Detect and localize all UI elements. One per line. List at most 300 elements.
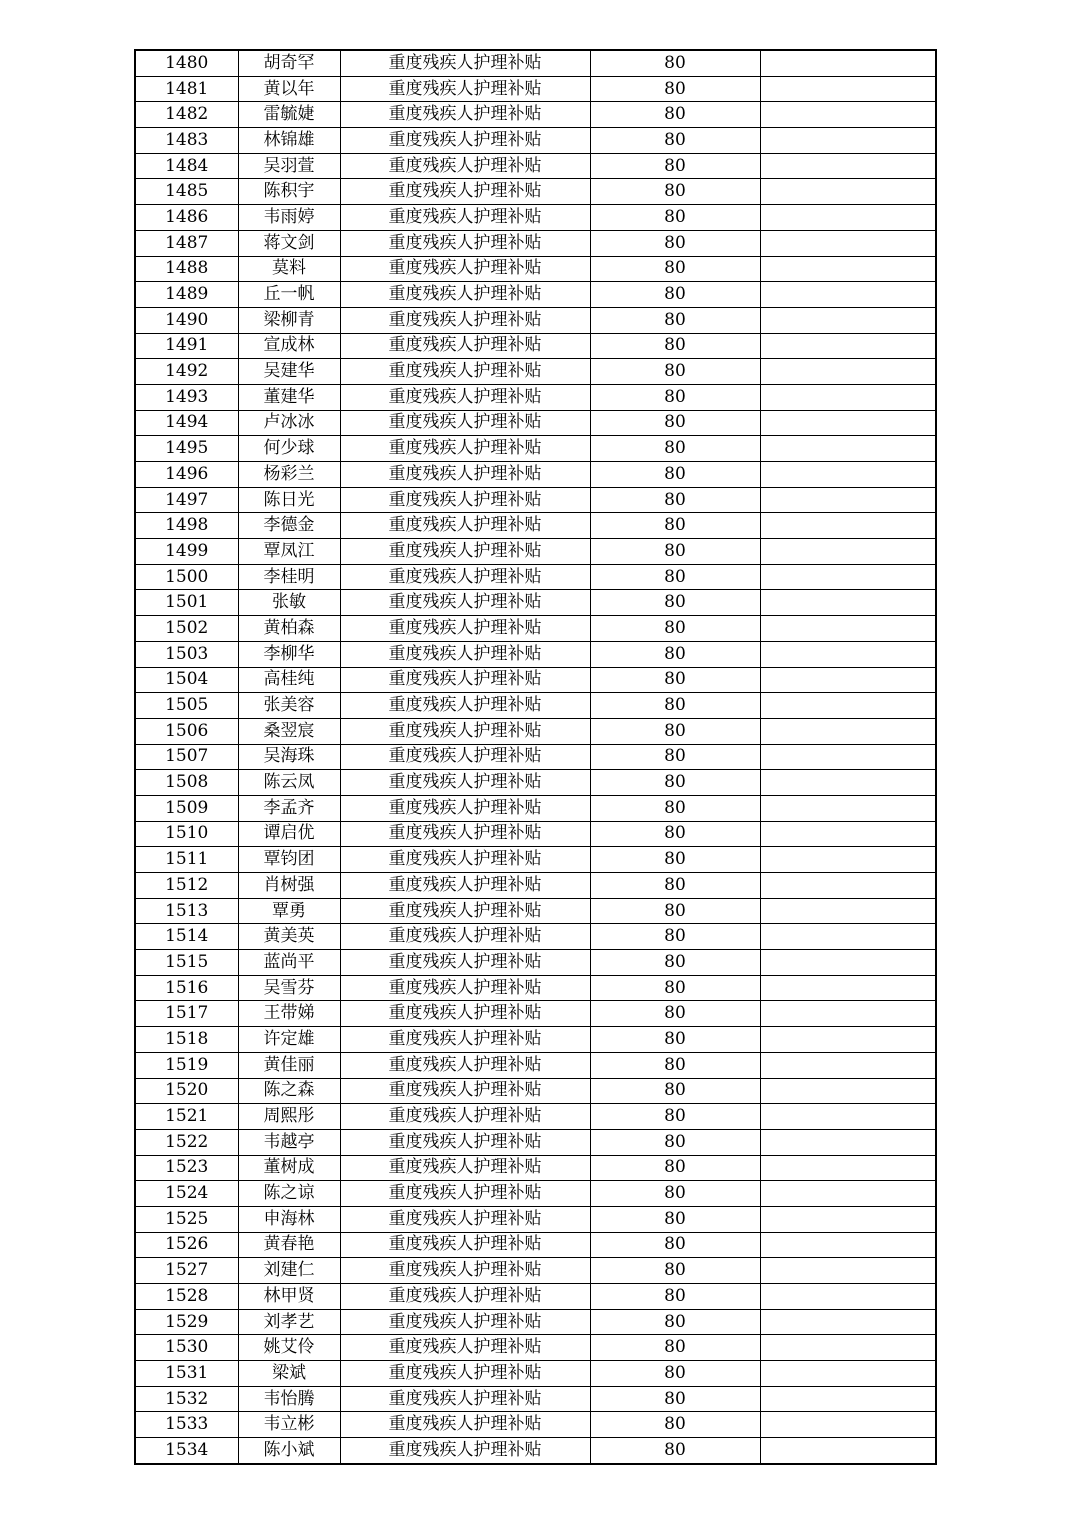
remarks-cell bbox=[760, 950, 936, 976]
recipient-name-cell: 姚艾伶 bbox=[238, 1335, 340, 1361]
recipient-name-cell: 刘孝艺 bbox=[238, 1309, 340, 1335]
table-row bbox=[135, 950, 936, 976]
recipient-name-cell: 胡奇罕 bbox=[238, 50, 340, 76]
subsidy-type-cell: 重度残疾人护理补贴 bbox=[340, 667, 590, 693]
table-row bbox=[135, 1206, 936, 1232]
row-number-cell: 1488 bbox=[135, 256, 238, 282]
recipient-name-cell: 韦怡腾 bbox=[238, 1386, 340, 1412]
amount-cell: 80 bbox=[590, 205, 760, 231]
row-number-cell: 1493 bbox=[135, 384, 238, 410]
subsidy-type-cell: 重度残疾人护理补贴 bbox=[340, 282, 590, 308]
amount-cell: 80 bbox=[590, 436, 760, 462]
recipient-name-cell: 林锦雄 bbox=[238, 128, 340, 154]
amount-cell: 80 bbox=[590, 462, 760, 488]
table-row bbox=[135, 539, 936, 565]
amount-cell: 80 bbox=[590, 795, 760, 821]
recipient-name-cell: 张敏 bbox=[238, 590, 340, 616]
amount-cell: 80 bbox=[590, 307, 760, 333]
recipient-name-cell: 蓝尚平 bbox=[238, 950, 340, 976]
subsidy-type-cell: 重度残疾人护理补贴 bbox=[340, 128, 590, 154]
amount-cell: 80 bbox=[590, 1027, 760, 1053]
subsidy-type-cell: 重度残疾人护理补贴 bbox=[340, 1232, 590, 1258]
table-row bbox=[135, 1258, 936, 1284]
amount-cell: 80 bbox=[590, 718, 760, 744]
remarks-cell bbox=[760, 359, 936, 385]
remarks-cell bbox=[760, 693, 936, 719]
recipient-name-cell: 梁柳青 bbox=[238, 307, 340, 333]
row-number-cell: 1510 bbox=[135, 821, 238, 847]
amount-cell: 80 bbox=[590, 667, 760, 693]
recipient-name-cell: 吴羽萱 bbox=[238, 153, 340, 179]
row-number-cell: 1517 bbox=[135, 1001, 238, 1027]
row-number-cell: 1529 bbox=[135, 1309, 238, 1335]
subsidy-type-cell: 重度残疾人护理补贴 bbox=[340, 1361, 590, 1387]
table-row bbox=[135, 898, 936, 924]
recipient-name-cell: 李柳华 bbox=[238, 641, 340, 667]
remarks-cell bbox=[760, 153, 936, 179]
table-row bbox=[135, 667, 936, 693]
recipient-name-cell: 陈日光 bbox=[238, 487, 340, 513]
subsidy-type-cell: 重度残疾人护理补贴 bbox=[340, 795, 590, 821]
subsidy-type-cell: 重度残疾人护理补贴 bbox=[340, 102, 590, 128]
remarks-cell bbox=[760, 128, 936, 154]
table-row bbox=[135, 1129, 936, 1155]
amount-cell: 80 bbox=[590, 1361, 760, 1387]
recipient-name-cell: 吴建华 bbox=[238, 359, 340, 385]
remarks-cell bbox=[760, 307, 936, 333]
amount-cell: 80 bbox=[590, 1412, 760, 1438]
row-number-cell: 1505 bbox=[135, 693, 238, 719]
row-number-cell: 1524 bbox=[135, 1181, 238, 1207]
row-number-cell: 1500 bbox=[135, 564, 238, 590]
table-row bbox=[135, 1104, 936, 1130]
subsidy-type-cell: 重度残疾人护理补贴 bbox=[340, 1258, 590, 1284]
remarks-cell bbox=[760, 1309, 936, 1335]
recipient-name-cell: 申海林 bbox=[238, 1206, 340, 1232]
recipient-name-cell: 覃钧团 bbox=[238, 847, 340, 873]
amount-cell: 80 bbox=[590, 898, 760, 924]
remarks-cell bbox=[760, 795, 936, 821]
recipient-name-cell: 周熙彤 bbox=[238, 1104, 340, 1130]
row-number-cell: 1492 bbox=[135, 359, 238, 385]
subsidy-type-cell: 重度残疾人护理补贴 bbox=[340, 1001, 590, 1027]
remarks-cell bbox=[760, 564, 936, 590]
row-number-cell: 1502 bbox=[135, 616, 238, 642]
row-number-cell: 1486 bbox=[135, 205, 238, 231]
table-row bbox=[135, 410, 936, 436]
row-number-cell: 1518 bbox=[135, 1027, 238, 1053]
table-row bbox=[135, 50, 936, 76]
table-row bbox=[135, 795, 936, 821]
recipient-name-cell: 陈小斌 bbox=[238, 1438, 340, 1464]
table-row bbox=[135, 1438, 936, 1464]
subsidy-type-cell: 重度残疾人护理补贴 bbox=[340, 256, 590, 282]
subsidy-type-cell: 重度残疾人护理补贴 bbox=[340, 641, 590, 667]
row-number-cell: 1508 bbox=[135, 770, 238, 796]
recipient-name-cell: 林甲贤 bbox=[238, 1284, 340, 1310]
row-number-cell: 1483 bbox=[135, 128, 238, 154]
table-row bbox=[135, 513, 936, 539]
remarks-cell bbox=[760, 487, 936, 513]
amount-cell: 80 bbox=[590, 513, 760, 539]
subsidy-type-cell: 重度残疾人护理补贴 bbox=[340, 359, 590, 385]
table-row bbox=[135, 1309, 936, 1335]
remarks-cell bbox=[760, 539, 936, 565]
recipient-name-cell: 宣成林 bbox=[238, 333, 340, 359]
amount-cell: 80 bbox=[590, 1129, 760, 1155]
amount-cell: 80 bbox=[590, 1438, 760, 1464]
row-number-cell: 1523 bbox=[135, 1155, 238, 1181]
row-number-cell: 1489 bbox=[135, 282, 238, 308]
amount-cell: 80 bbox=[590, 1052, 760, 1078]
subsidy-type-cell: 重度残疾人护理补贴 bbox=[340, 436, 590, 462]
remarks-cell bbox=[760, 256, 936, 282]
subsidy-type-cell: 重度残疾人护理补贴 bbox=[340, 898, 590, 924]
remarks-cell bbox=[760, 718, 936, 744]
amount-cell: 80 bbox=[590, 153, 760, 179]
row-number-cell: 1487 bbox=[135, 230, 238, 256]
table-row bbox=[135, 1361, 936, 1387]
row-number-cell: 1509 bbox=[135, 795, 238, 821]
amount-cell: 80 bbox=[590, 641, 760, 667]
recipient-name-cell: 肖树强 bbox=[238, 873, 340, 899]
subsidy-type-cell: 重度残疾人护理补贴 bbox=[340, 590, 590, 616]
row-number-cell: 1484 bbox=[135, 153, 238, 179]
row-number-cell: 1515 bbox=[135, 950, 238, 976]
table-row bbox=[135, 975, 936, 1001]
row-number-cell: 1494 bbox=[135, 410, 238, 436]
subsidy-type-cell: 重度残疾人护理补贴 bbox=[340, 462, 590, 488]
recipient-name-cell: 谭启优 bbox=[238, 821, 340, 847]
table-row bbox=[135, 384, 936, 410]
row-number-cell: 1482 bbox=[135, 102, 238, 128]
recipient-name-cell: 黄佳丽 bbox=[238, 1052, 340, 1078]
remarks-cell bbox=[760, 847, 936, 873]
remarks-cell bbox=[760, 282, 936, 308]
recipient-name-cell: 覃勇 bbox=[238, 898, 340, 924]
row-number-cell: 1495 bbox=[135, 436, 238, 462]
recipient-name-cell: 黄春艳 bbox=[238, 1232, 340, 1258]
remarks-cell bbox=[760, 1386, 936, 1412]
subsidy-type-cell: 重度残疾人护理补贴 bbox=[340, 76, 590, 102]
remarks-cell bbox=[760, 641, 936, 667]
remarks-cell bbox=[760, 616, 936, 642]
remarks-cell bbox=[760, 1412, 936, 1438]
table-row bbox=[135, 924, 936, 950]
subsidy-type-cell: 重度残疾人护理补贴 bbox=[340, 50, 590, 76]
subsidy-type-cell: 重度残疾人护理补贴 bbox=[340, 693, 590, 719]
recipient-name-cell: 李孟齐 bbox=[238, 795, 340, 821]
row-number-cell: 1532 bbox=[135, 1386, 238, 1412]
table-row bbox=[135, 590, 936, 616]
recipient-name-cell: 蒋文剑 bbox=[238, 230, 340, 256]
table-row bbox=[135, 153, 936, 179]
remarks-cell bbox=[760, 50, 936, 76]
subsidy-type-cell: 重度残疾人护理补贴 bbox=[340, 924, 590, 950]
row-number-cell: 1504 bbox=[135, 667, 238, 693]
subsidy-type-cell: 重度残疾人护理补贴 bbox=[340, 384, 590, 410]
amount-cell: 80 bbox=[590, 744, 760, 770]
remarks-cell bbox=[760, 230, 936, 256]
table-row bbox=[135, 718, 936, 744]
remarks-cell bbox=[760, 1027, 936, 1053]
amount-cell: 80 bbox=[590, 539, 760, 565]
table-row bbox=[135, 1386, 936, 1412]
table-row bbox=[135, 821, 936, 847]
amount-cell: 80 bbox=[590, 179, 760, 205]
table-row bbox=[135, 179, 936, 205]
remarks-cell bbox=[760, 513, 936, 539]
remarks-cell bbox=[760, 873, 936, 899]
recipient-name-cell: 董树成 bbox=[238, 1155, 340, 1181]
recipient-name-cell: 韦越亭 bbox=[238, 1129, 340, 1155]
row-number-cell: 1528 bbox=[135, 1284, 238, 1310]
remarks-cell bbox=[760, 1284, 936, 1310]
row-number-cell: 1507 bbox=[135, 744, 238, 770]
recipient-name-cell: 黄以年 bbox=[238, 76, 340, 102]
recipient-name-cell: 吴雪芬 bbox=[238, 975, 340, 1001]
amount-cell: 80 bbox=[590, 384, 760, 410]
remarks-cell bbox=[760, 821, 936, 847]
remarks-cell bbox=[760, 1232, 936, 1258]
subsidy-type-cell: 重度残疾人护理补贴 bbox=[340, 1155, 590, 1181]
table-row bbox=[135, 1052, 936, 1078]
amount-cell: 80 bbox=[590, 76, 760, 102]
subsidy-type-cell: 重度残疾人护理补贴 bbox=[340, 821, 590, 847]
remarks-cell bbox=[760, 924, 936, 950]
row-number-cell: 1526 bbox=[135, 1232, 238, 1258]
subsidy-type-cell: 重度残疾人护理补贴 bbox=[340, 230, 590, 256]
recipient-name-cell: 黄美英 bbox=[238, 924, 340, 950]
subsidy-type-cell: 重度残疾人护理补贴 bbox=[340, 1412, 590, 1438]
table-row bbox=[135, 1078, 936, 1104]
row-number-cell: 1497 bbox=[135, 487, 238, 513]
row-number-cell: 1513 bbox=[135, 898, 238, 924]
table-row bbox=[135, 1155, 936, 1181]
subsidy-type-cell: 重度残疾人护理补贴 bbox=[340, 307, 590, 333]
amount-cell: 80 bbox=[590, 1284, 760, 1310]
amount-cell: 80 bbox=[590, 1386, 760, 1412]
amount-cell: 80 bbox=[590, 50, 760, 76]
amount-cell: 80 bbox=[590, 950, 760, 976]
row-number-cell: 1525 bbox=[135, 1206, 238, 1232]
amount-cell: 80 bbox=[590, 1206, 760, 1232]
remarks-cell bbox=[760, 667, 936, 693]
amount-cell: 80 bbox=[590, 975, 760, 1001]
row-number-cell: 1527 bbox=[135, 1258, 238, 1284]
amount-cell: 80 bbox=[590, 770, 760, 796]
remarks-cell bbox=[760, 590, 936, 616]
row-number-cell: 1530 bbox=[135, 1335, 238, 1361]
row-number-cell: 1490 bbox=[135, 307, 238, 333]
remarks-cell bbox=[760, 1181, 936, 1207]
amount-cell: 80 bbox=[590, 1258, 760, 1284]
recipient-name-cell: 陈云凤 bbox=[238, 770, 340, 796]
row-number-cell: 1531 bbox=[135, 1361, 238, 1387]
recipient-name-cell: 韦立彬 bbox=[238, 1412, 340, 1438]
amount-cell: 80 bbox=[590, 1181, 760, 1207]
amount-cell: 80 bbox=[590, 1001, 760, 1027]
row-number-cell: 1512 bbox=[135, 873, 238, 899]
table-row bbox=[135, 359, 936, 385]
subsidy-type-cell: 重度残疾人护理补贴 bbox=[340, 205, 590, 231]
remarks-cell bbox=[760, 1104, 936, 1130]
row-number-cell: 1520 bbox=[135, 1078, 238, 1104]
remarks-cell bbox=[760, 770, 936, 796]
amount-cell: 80 bbox=[590, 1104, 760, 1130]
table-row bbox=[135, 1335, 936, 1361]
row-number-cell: 1501 bbox=[135, 590, 238, 616]
row-number-cell: 1511 bbox=[135, 847, 238, 873]
amount-cell: 80 bbox=[590, 256, 760, 282]
table-row bbox=[135, 256, 936, 282]
remarks-cell bbox=[760, 462, 936, 488]
recipient-name-cell: 韦雨婷 bbox=[238, 205, 340, 231]
recipient-name-cell: 雷毓婕 bbox=[238, 102, 340, 128]
row-number-cell: 1498 bbox=[135, 513, 238, 539]
table-row bbox=[135, 230, 936, 256]
recipient-name-cell: 高桂纯 bbox=[238, 667, 340, 693]
table-row bbox=[135, 1232, 936, 1258]
recipient-name-cell: 许定雄 bbox=[238, 1027, 340, 1053]
subsidy-type-cell: 重度残疾人护理补贴 bbox=[340, 1129, 590, 1155]
amount-cell: 80 bbox=[590, 102, 760, 128]
remarks-cell bbox=[760, 333, 936, 359]
amount-cell: 80 bbox=[590, 282, 760, 308]
recipient-name-cell: 丘一帆 bbox=[238, 282, 340, 308]
subsidy-type-cell: 重度残疾人护理补贴 bbox=[340, 1386, 590, 1412]
remarks-cell bbox=[760, 1052, 936, 1078]
remarks-cell bbox=[760, 410, 936, 436]
subsidy-type-cell: 重度残疾人护理补贴 bbox=[340, 487, 590, 513]
table-row bbox=[135, 873, 936, 899]
amount-cell: 80 bbox=[590, 590, 760, 616]
subsidy-type-cell: 重度残疾人护理补贴 bbox=[340, 1309, 590, 1335]
table-row bbox=[135, 1181, 936, 1207]
subsidy-table-body bbox=[135, 50, 936, 1464]
table-row bbox=[135, 462, 936, 488]
remarks-cell bbox=[760, 179, 936, 205]
row-number-cell: 1522 bbox=[135, 1129, 238, 1155]
row-number-cell: 1514 bbox=[135, 924, 238, 950]
row-number-cell: 1521 bbox=[135, 1104, 238, 1130]
recipient-name-cell: 杨彩兰 bbox=[238, 462, 340, 488]
subsidy-type-cell: 重度残疾人护理补贴 bbox=[340, 539, 590, 565]
recipient-name-cell: 梁斌 bbox=[238, 1361, 340, 1387]
subsidy-type-cell: 重度残疾人护理补贴 bbox=[340, 410, 590, 436]
remarks-cell bbox=[760, 744, 936, 770]
recipient-name-cell: 张美容 bbox=[238, 693, 340, 719]
row-number-cell: 1506 bbox=[135, 718, 238, 744]
recipient-name-cell: 桑翌宸 bbox=[238, 718, 340, 744]
recipient-name-cell: 刘建仁 bbox=[238, 1258, 340, 1284]
recipient-name-cell: 李桂明 bbox=[238, 564, 340, 590]
amount-cell: 80 bbox=[590, 487, 760, 513]
remarks-cell bbox=[760, 1001, 936, 1027]
recipient-name-cell: 何少球 bbox=[238, 436, 340, 462]
table-row bbox=[135, 770, 936, 796]
table-row bbox=[135, 282, 936, 308]
amount-cell: 80 bbox=[590, 359, 760, 385]
amount-cell: 80 bbox=[590, 333, 760, 359]
row-number-cell: 1533 bbox=[135, 1412, 238, 1438]
amount-cell: 80 bbox=[590, 1078, 760, 1104]
table-row bbox=[135, 102, 936, 128]
remarks-cell bbox=[760, 76, 936, 102]
table-row bbox=[135, 1001, 936, 1027]
amount-cell: 80 bbox=[590, 128, 760, 154]
subsidy-type-cell: 重度残疾人护理补贴 bbox=[340, 1206, 590, 1232]
amount-cell: 80 bbox=[590, 616, 760, 642]
table-row bbox=[135, 76, 936, 102]
subsidy-table bbox=[134, 49, 937, 1465]
table-row bbox=[135, 1412, 936, 1438]
remarks-cell bbox=[760, 205, 936, 231]
subsidy-type-cell: 重度残疾人护理补贴 bbox=[340, 718, 590, 744]
table-row bbox=[135, 307, 936, 333]
subsidy-type-cell: 重度残疾人护理补贴 bbox=[340, 1181, 590, 1207]
amount-cell: 80 bbox=[590, 873, 760, 899]
remarks-cell bbox=[760, 898, 936, 924]
subsidy-type-cell: 重度残疾人护理补贴 bbox=[340, 153, 590, 179]
amount-cell: 80 bbox=[590, 693, 760, 719]
remarks-cell bbox=[760, 1335, 936, 1361]
amount-cell: 80 bbox=[590, 410, 760, 436]
table-row bbox=[135, 333, 936, 359]
remarks-cell bbox=[760, 1206, 936, 1232]
subsidy-type-cell: 重度残疾人护理补贴 bbox=[340, 744, 590, 770]
amount-cell: 80 bbox=[590, 1335, 760, 1361]
table-row bbox=[135, 1027, 936, 1053]
table-row bbox=[135, 487, 936, 513]
amount-cell: 80 bbox=[590, 924, 760, 950]
row-number-cell: 1503 bbox=[135, 641, 238, 667]
recipient-name-cell: 莫料 bbox=[238, 256, 340, 282]
table-row bbox=[135, 641, 936, 667]
subsidy-type-cell: 重度残疾人护理补贴 bbox=[340, 770, 590, 796]
row-number-cell: 1491 bbox=[135, 333, 238, 359]
subsidy-type-cell: 重度残疾人护理补贴 bbox=[340, 513, 590, 539]
remarks-cell bbox=[760, 1438, 936, 1464]
table-row bbox=[135, 436, 936, 462]
subsidy-type-cell: 重度残疾人护理补贴 bbox=[340, 1027, 590, 1053]
amount-cell: 80 bbox=[590, 1155, 760, 1181]
table-row bbox=[135, 128, 936, 154]
subsidy-type-cell: 重度残疾人护理补贴 bbox=[340, 1052, 590, 1078]
table-row bbox=[135, 693, 936, 719]
row-number-cell: 1496 bbox=[135, 462, 238, 488]
recipient-name-cell: 陈积宇 bbox=[238, 179, 340, 205]
table-row bbox=[135, 847, 936, 873]
recipient-name-cell: 王带娣 bbox=[238, 1001, 340, 1027]
row-number-cell: 1519 bbox=[135, 1052, 238, 1078]
subsidy-type-cell: 重度残疾人护理补贴 bbox=[340, 333, 590, 359]
recipient-name-cell: 李德金 bbox=[238, 513, 340, 539]
recipient-name-cell: 黄柏森 bbox=[238, 616, 340, 642]
subsidy-type-cell: 重度残疾人护理补贴 bbox=[340, 847, 590, 873]
remarks-cell bbox=[760, 1258, 936, 1284]
row-number-cell: 1485 bbox=[135, 179, 238, 205]
subsidy-type-cell: 重度残疾人护理补贴 bbox=[340, 950, 590, 976]
row-number-cell: 1481 bbox=[135, 76, 238, 102]
remarks-cell bbox=[760, 384, 936, 410]
recipient-name-cell: 董建华 bbox=[238, 384, 340, 410]
table-row bbox=[135, 205, 936, 231]
subsidy-type-cell: 重度残疾人护理补贴 bbox=[340, 1438, 590, 1464]
recipient-name-cell: 覃凤江 bbox=[238, 539, 340, 565]
row-number-cell: 1499 bbox=[135, 539, 238, 565]
remarks-cell bbox=[760, 975, 936, 1001]
